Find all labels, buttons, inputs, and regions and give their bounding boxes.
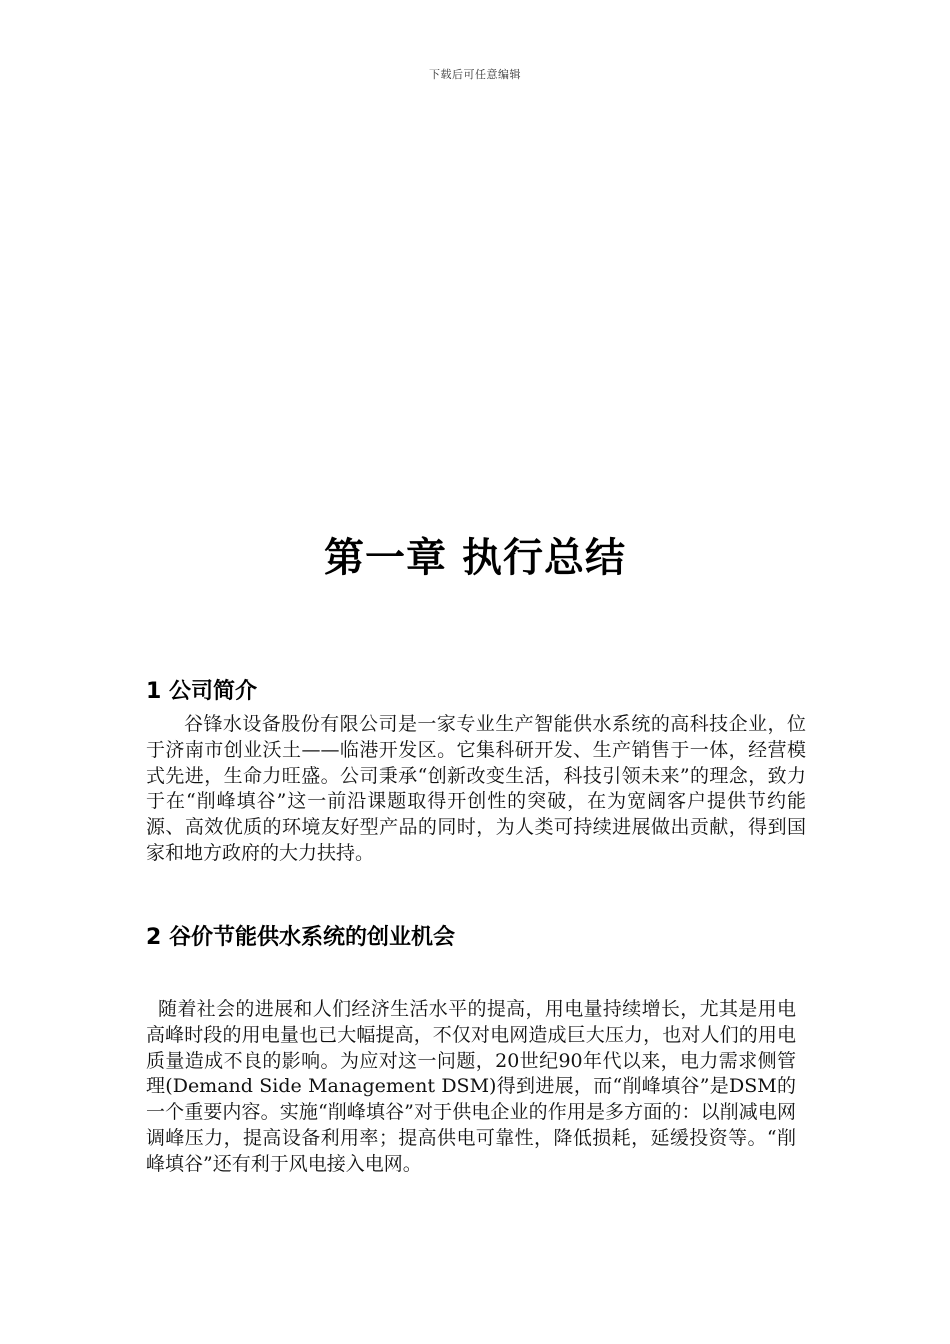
chapter-title: 第一章 执行总结 bbox=[324, 535, 626, 581]
page-header: 下载后可任意编辑 bbox=[429, 68, 521, 81]
business-opportunity-paragraph: 随着社会的进展和人们经济生活水平的提高，用电量持续增长，尤其是用电高峰时段的用电量也已大幅提高，不仅对电网造成巨大压力，也对人们的用电质量造成不良的影响。为应对这一问题，20世纪90年代以来，电力需求侧管理(Demand Side Management DSM)得到进展，而“削峰填谷”是DSM的一个重要内容。实施“削峰填谷”对于供电企业的作用是多方面的：以削减电网调峰压力，提高设备利用率；提高供电可靠性，降低损耗，延缓投资等。“削峰填谷”还有利于风电接入电网。 bbox=[146, 998, 796, 1175]
section-heading-business-opportunity: 2 谷价节能供水系统的创业机会 bbox=[146, 925, 455, 950]
company-profile-paragraph: 谷锋水设备股份有限公司是一家专业生产智能供水系统的高科技企业，位于济南市创业沃土——临港开发区。它集科研开发、生产销售于一体，经营模式先进，生命力旺盛。公司秉承“创新改变生活，科技引领未来”的理念，致力于在“削峰填谷”这一前沿课题取得开创性的突破，在为宽阔客户提供节约能源、高效优质的环境友好型产品的同时，为人类可持续进展做出贡献，得到国家和地方政府的大力扶持。 bbox=[146, 713, 806, 864]
section-heading-company-profile: 1 公司简介 bbox=[146, 679, 257, 704]
